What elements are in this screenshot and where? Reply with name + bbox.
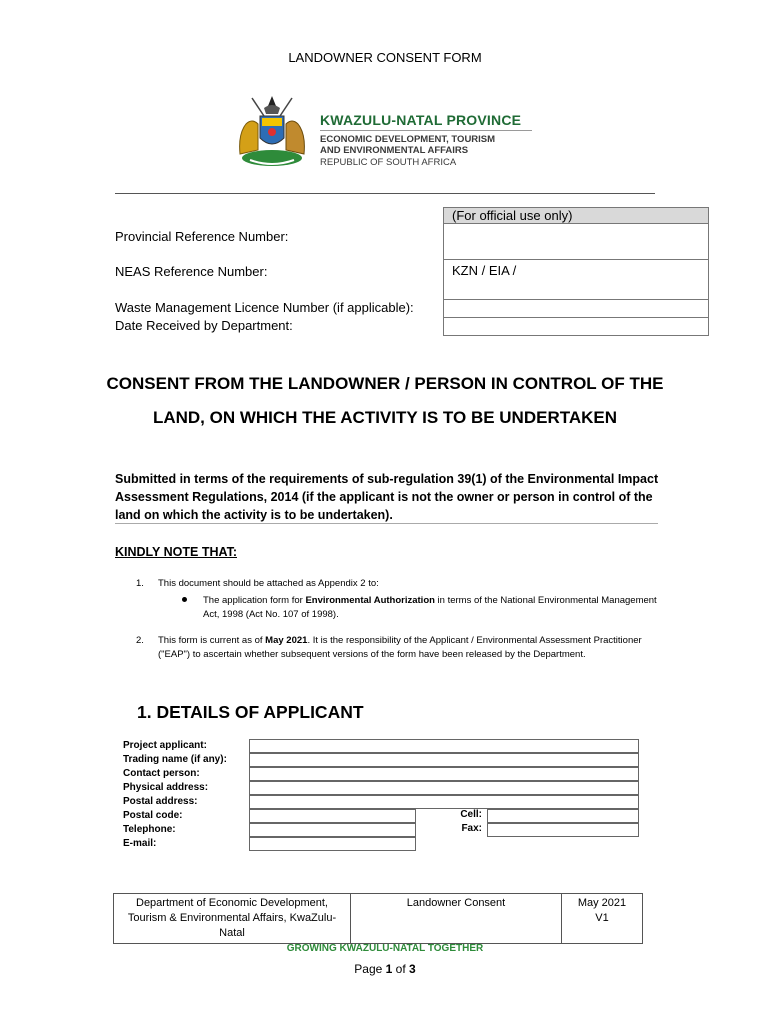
note-1-number: 1. bbox=[136, 578, 144, 589]
fax-label: Fax: bbox=[461, 823, 482, 834]
label-contact-person: Contact person: bbox=[123, 768, 200, 779]
submitted-statement: Submitted in terms of the requirements of sub-regulation 39(1) of the Environmental Impact Assessment Regulations, 2014 (if the applicant is not the owner or person in control of the land on which the activity is to be undertaken). bbox=[115, 472, 659, 522]
cell-label: Cell: bbox=[460, 809, 482, 820]
note-bullet-text bbox=[203, 594, 663, 622]
label-email: E-mail: bbox=[123, 838, 157, 849]
page-total: 3 bbox=[409, 962, 416, 976]
physical-address-field[interactable] bbox=[249, 781, 639, 795]
label-physical-address: Physical address: bbox=[123, 782, 209, 793]
footer-version: V1 bbox=[595, 912, 609, 924]
note-2-end: . It is the responsibility of the Applicant / Environmental Assessment Practitioner ("EAP") to ascertain whether subsequent versions of the form have been released by the Department. bbox=[158, 635, 642, 660]
provincial-ref-field[interactable] bbox=[444, 224, 709, 260]
postal-code-field[interactable] bbox=[249, 809, 416, 823]
label-telephone: Telephone: bbox=[123, 824, 176, 835]
official-use-table bbox=[443, 207, 709, 336]
submitted-divider bbox=[115, 523, 658, 524]
footer-document: Landowner Consent bbox=[351, 894, 562, 944]
label-trading-name: Trading name (if any): bbox=[123, 754, 227, 765]
page-word: Page bbox=[354, 962, 383, 976]
page-number bbox=[0, 962, 770, 976]
footer-date: May 2021 bbox=[577, 897, 627, 909]
label-postal-address: Postal address: bbox=[123, 796, 198, 807]
note-2-text bbox=[158, 634, 660, 662]
email-field[interactable] bbox=[249, 837, 416, 851]
footer-table bbox=[113, 893, 643, 944]
trading-name-field[interactable] bbox=[249, 753, 639, 767]
header-divider bbox=[115, 193, 655, 194]
province-name: KWAZULU-NATAL PROVINCE bbox=[320, 112, 522, 128]
neas-ref-label: NEAS Reference Number: bbox=[115, 264, 268, 279]
fax-field[interactable] bbox=[487, 823, 639, 837]
project-applicant-field[interactable] bbox=[249, 739, 639, 753]
department-name bbox=[320, 134, 495, 156]
province-divider bbox=[320, 130, 532, 131]
footer-slogan: GROWING KWAZULU-NATAL TOGETHER bbox=[286, 943, 484, 954]
waste-licence-field[interactable] bbox=[444, 300, 709, 318]
note-2-start: This form is current as of bbox=[158, 635, 266, 646]
form-title: LANDOWNER CONSENT FORM bbox=[288, 50, 482, 65]
provincial-ref-label: Provincial Reference Number: bbox=[115, 229, 289, 244]
telephone-field[interactable] bbox=[249, 823, 416, 837]
consent-heading-line-1: CONSENT FROM THE LANDOWNER / PERSON IN CONTROL OF THE bbox=[106, 374, 664, 393]
note-2-number: 2. bbox=[136, 635, 144, 646]
of-word: of bbox=[395, 962, 406, 976]
note-1-text: This document should be attached as Appendix 2 to: bbox=[158, 578, 379, 589]
neas-ref-field[interactable]: KZN / EIA / bbox=[444, 260, 709, 300]
label-postal-code: Postal code: bbox=[123, 810, 183, 821]
republic-name: REPUBLIC OF SOUTH AFRICA bbox=[320, 157, 457, 168]
label-project-applicant: Project applicant: bbox=[123, 740, 207, 751]
page-current: 1 bbox=[385, 962, 393, 976]
applicant-labels bbox=[123, 739, 227, 851]
bullet-text-end: in terms of the National Environmental Management Act, 1998 (Act No. 107 of 1998). bbox=[203, 595, 657, 620]
date-received-field[interactable] bbox=[444, 318, 709, 336]
department-line-1: ECONOMIC DEVELOPMENT, TOURISM bbox=[320, 134, 496, 145]
cell-field[interactable] bbox=[487, 809, 639, 823]
bullet-text-start: The application form for bbox=[203, 595, 306, 606]
official-use-heading: (For official use only) bbox=[444, 208, 709, 224]
footer-version-cell bbox=[562, 894, 643, 944]
section-1-heading: 1. DETAILS OF APPLICANT bbox=[137, 702, 364, 722]
waste-licence-label: Waste Management Licence Number (if applicable): bbox=[115, 300, 414, 315]
kindly-note-heading: KINDLY NOTE THAT: bbox=[115, 545, 237, 559]
footer-department: Department of Economic Development, Tourism & Environmental Affairs, KwaZulu-Natal bbox=[114, 894, 351, 944]
date-received-label: Date Received by Department: bbox=[115, 318, 293, 333]
coat-of-arms-logo bbox=[232, 94, 312, 170]
consent-heading-line-2: LAND, ON WHICH THE ACTIVITY IS TO BE UNDERTAKEN bbox=[152, 408, 618, 427]
note-2-bold: May 2021 bbox=[265, 635, 308, 646]
bullet-text-bold: Environmental Authorization bbox=[305, 595, 435, 606]
bullet-icon bbox=[182, 597, 187, 602]
department-line-2: AND ENVIRONMENTAL AFFAIRS bbox=[320, 145, 469, 156]
contact-person-field[interactable] bbox=[249, 767, 639, 781]
postal-address-field[interactable] bbox=[249, 795, 639, 809]
